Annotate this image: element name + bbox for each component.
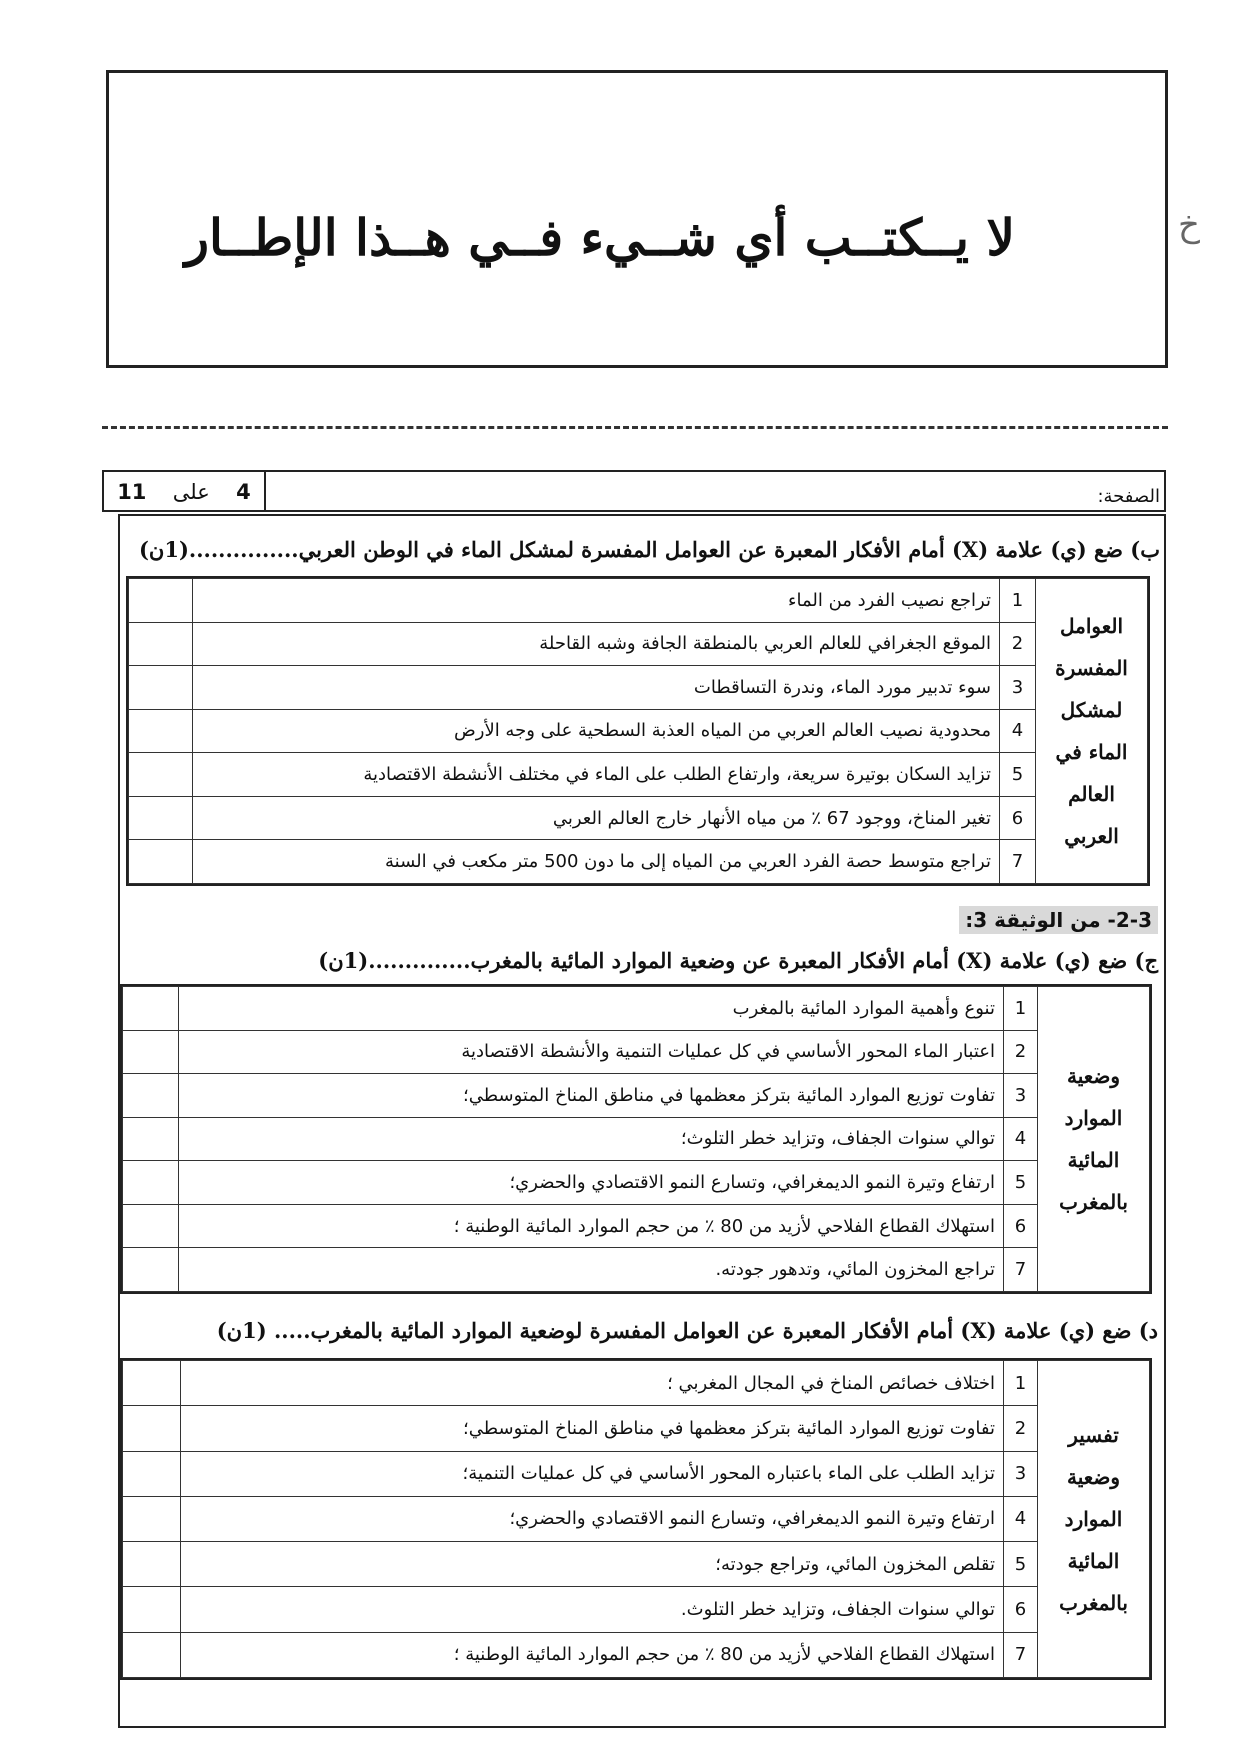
table-row xyxy=(129,840,1148,884)
answer-mark-cell[interactable] xyxy=(123,1248,179,1292)
item-text: تفاوت توزيع الموارد المائية بتركز معظمها في مناطق المناخ المتوسطي؛ xyxy=(181,1406,1004,1451)
answer-mark-cell[interactable] xyxy=(123,1451,181,1496)
answer-mark-cell[interactable] xyxy=(123,987,179,1031)
section-d-table xyxy=(120,1358,1152,1680)
item-text: تراجع نصيب الفرد من الماء xyxy=(193,579,1000,623)
item-text: تراجع متوسط حصة الفرد العربي من المياه إلى ما دون 500 متر مكعب في السنة xyxy=(193,840,1000,884)
section-d-instruction: د) ضع (ي) علامة (X) أمام الأفكار المعبرة عن العوامل المفسرة لوضعية الموارد المائية بالمغرب..... (1ن) xyxy=(216,1318,1158,1343)
table-row xyxy=(123,1117,1150,1161)
document-reference: 2-3- من الوثيقة 3: xyxy=(959,906,1158,934)
item-number: 1 xyxy=(1004,987,1038,1031)
table-row xyxy=(123,1587,1150,1632)
item-number: 3 xyxy=(1004,1074,1038,1118)
item-text: استهلاك القطاع الفلاحي لأزيد من 80 ٪ من حجم الموارد المائية الوطنية ؛ xyxy=(179,1204,1004,1248)
answer-mark-cell[interactable] xyxy=(123,1161,179,1205)
answer-mark-cell[interactable] xyxy=(123,1361,181,1406)
table-row xyxy=(123,1542,1150,1587)
item-text: تقلص المخزون المائي، وتراجع جودته؛ xyxy=(181,1542,1004,1587)
no-writing-notice: لا يــكتــب أي شــيء فــي هــذا الإطــار xyxy=(184,208,1015,267)
item-text: تغير المناخ، ووجود 67 ٪ من مياه الأنهار خارج العالم العربي xyxy=(193,796,1000,840)
table-row xyxy=(123,1030,1150,1074)
answer-mark-cell[interactable] xyxy=(123,1587,181,1632)
page-label: الصفحة: xyxy=(1097,486,1160,507)
item-text: تزايد الطلب على الماء باعتباره المحور الأساسي في كل عمليات التنمية؛ xyxy=(181,1451,1004,1496)
page-separator: على xyxy=(172,480,210,504)
table-row xyxy=(129,753,1148,797)
answer-mark-cell[interactable] xyxy=(123,1496,181,1541)
item-number: 4 xyxy=(1000,709,1036,753)
table-row xyxy=(123,1361,1150,1406)
answer-mark-cell[interactable] xyxy=(123,1406,181,1451)
item-text: تفاوت توزيع الموارد المائية بتركز معظمها في مناطق المناخ المتوسطي؛ xyxy=(179,1074,1004,1118)
answer-mark-cell[interactable] xyxy=(123,1117,179,1161)
table-row xyxy=(123,1248,1150,1292)
item-text: تزايد السكان بوتيرة سريعة، وارتفاع الطلب على الماء في مختلف الأنشطة الاقتصادية xyxy=(193,753,1000,797)
table-row xyxy=(123,1632,1150,1677)
answer-mark-cell[interactable] xyxy=(123,1204,179,1248)
row-group-label: وضعية الموارد المائية بالمغرب xyxy=(1038,987,1150,1292)
item-number: 6 xyxy=(1004,1204,1038,1248)
item-number: 6 xyxy=(1004,1587,1038,1632)
answer-mark-cell[interactable] xyxy=(123,1632,181,1677)
item-text: الموقع الجغرافي للعالم العربي بالمنطقة الجافة وشبه القاحلة xyxy=(193,622,1000,666)
item-number: 1 xyxy=(1000,579,1036,623)
page-number-box xyxy=(104,472,266,512)
page-indicator-bar xyxy=(102,470,1166,512)
item-number: 2 xyxy=(1004,1030,1038,1074)
item-number: 7 xyxy=(1000,840,1036,884)
table-row xyxy=(129,622,1148,666)
table-row xyxy=(123,1161,1150,1205)
section-j-instruction: ج) ضع (ي) علامة (X) أمام الأفكار المعبرة عن وضعية الموارد المائية بالمغرب..............(1ن) xyxy=(318,948,1158,973)
table-row xyxy=(123,1406,1150,1451)
page-total: 11 xyxy=(117,480,147,504)
table-row xyxy=(129,666,1148,710)
table-row xyxy=(123,1204,1150,1248)
item-number: 5 xyxy=(1004,1542,1038,1587)
item-number: 6 xyxy=(1000,796,1036,840)
answer-mark-cell[interactable] xyxy=(123,1074,179,1118)
item-text: اختلاف خصائص المناخ في المجال المغربي ؛ xyxy=(181,1361,1004,1406)
answer-mark-cell[interactable] xyxy=(129,753,193,797)
margin-mark: خ xyxy=(1178,205,1200,245)
section-b-instruction: ب) ضع (ي) علامة (X) أمام الأفكار المعبرة عن العوامل المفسرة لمشكل الماء في الوطن العربي...............(1ن) xyxy=(139,537,1160,562)
item-number: 5 xyxy=(1004,1161,1038,1205)
item-text: سوء تدبير مورد الماء، وندرة التساقطات xyxy=(193,666,1000,710)
answer-mark-cell[interactable] xyxy=(129,796,193,840)
item-number: 4 xyxy=(1004,1117,1038,1161)
item-text: تراجع المخزون المائي، وتدهور جودته. xyxy=(179,1248,1004,1292)
item-number: 5 xyxy=(1000,753,1036,797)
answer-mark-cell[interactable] xyxy=(129,579,193,623)
item-text: ارتفاع وتيرة النمو الديمغرافي، وتسارع النمو الاقتصادي والحضري؛ xyxy=(179,1161,1004,1205)
table-row xyxy=(123,1074,1150,1118)
item-number: 7 xyxy=(1004,1632,1038,1677)
answer-mark-cell[interactable] xyxy=(129,622,193,666)
item-text: محدودية نصيب العالم العربي من المياه العذبة السطحية على وجه الأرض xyxy=(193,709,1000,753)
item-text: تنوع وأهمية الموارد المائية بالمغرب xyxy=(179,987,1004,1031)
item-number: 3 xyxy=(1000,666,1036,710)
item-number: 2 xyxy=(1004,1406,1038,1451)
answer-mark-cell[interactable] xyxy=(129,666,193,710)
table-row xyxy=(123,1496,1150,1541)
item-number: 3 xyxy=(1004,1451,1038,1496)
item-number: 7 xyxy=(1004,1248,1038,1292)
item-number: 2 xyxy=(1000,622,1036,666)
answer-mark-cell[interactable] xyxy=(129,709,193,753)
no-writing-frame xyxy=(106,70,1168,368)
item-text: استهلاك القطاع الفلاحي لأزيد من 80 ٪ من حجم الموارد المائية الوطنية ؛ xyxy=(181,1632,1004,1677)
row-group-label: العوامل المفسرة لمشكل الماء في العالم العربي xyxy=(1036,579,1148,884)
table-row xyxy=(123,987,1150,1031)
section-j-table xyxy=(120,984,1152,1294)
table-row xyxy=(129,709,1148,753)
item-text: اعتبار الماء المحور الأساسي في كل عمليات التنمية والأنشطة الاقتصادية xyxy=(179,1030,1004,1074)
row-group-label: تفسير وضعية الموارد المائية بالمغرب xyxy=(1038,1361,1150,1678)
table-row xyxy=(123,1451,1150,1496)
cut-line xyxy=(102,426,1168,429)
section-b-table xyxy=(126,576,1150,886)
answer-mark-cell[interactable] xyxy=(123,1030,179,1074)
item-number: 1 xyxy=(1004,1361,1038,1406)
item-text: ارتفاع وتيرة النمو الديمغرافي، وتسارع النمو الاقتصادي والحضري؛ xyxy=(181,1496,1004,1541)
item-text: توالي سنوات الجفاف، وتزايد خطر التلوث. xyxy=(181,1587,1004,1632)
item-text: توالي سنوات الجفاف، وتزايد خطر التلوث؛ xyxy=(179,1117,1004,1161)
answer-mark-cell[interactable] xyxy=(129,840,193,884)
table-row xyxy=(129,579,1148,623)
page-current: 4 xyxy=(236,480,251,504)
answer-mark-cell[interactable] xyxy=(123,1542,181,1587)
table-row xyxy=(129,796,1148,840)
item-number: 4 xyxy=(1004,1496,1038,1541)
